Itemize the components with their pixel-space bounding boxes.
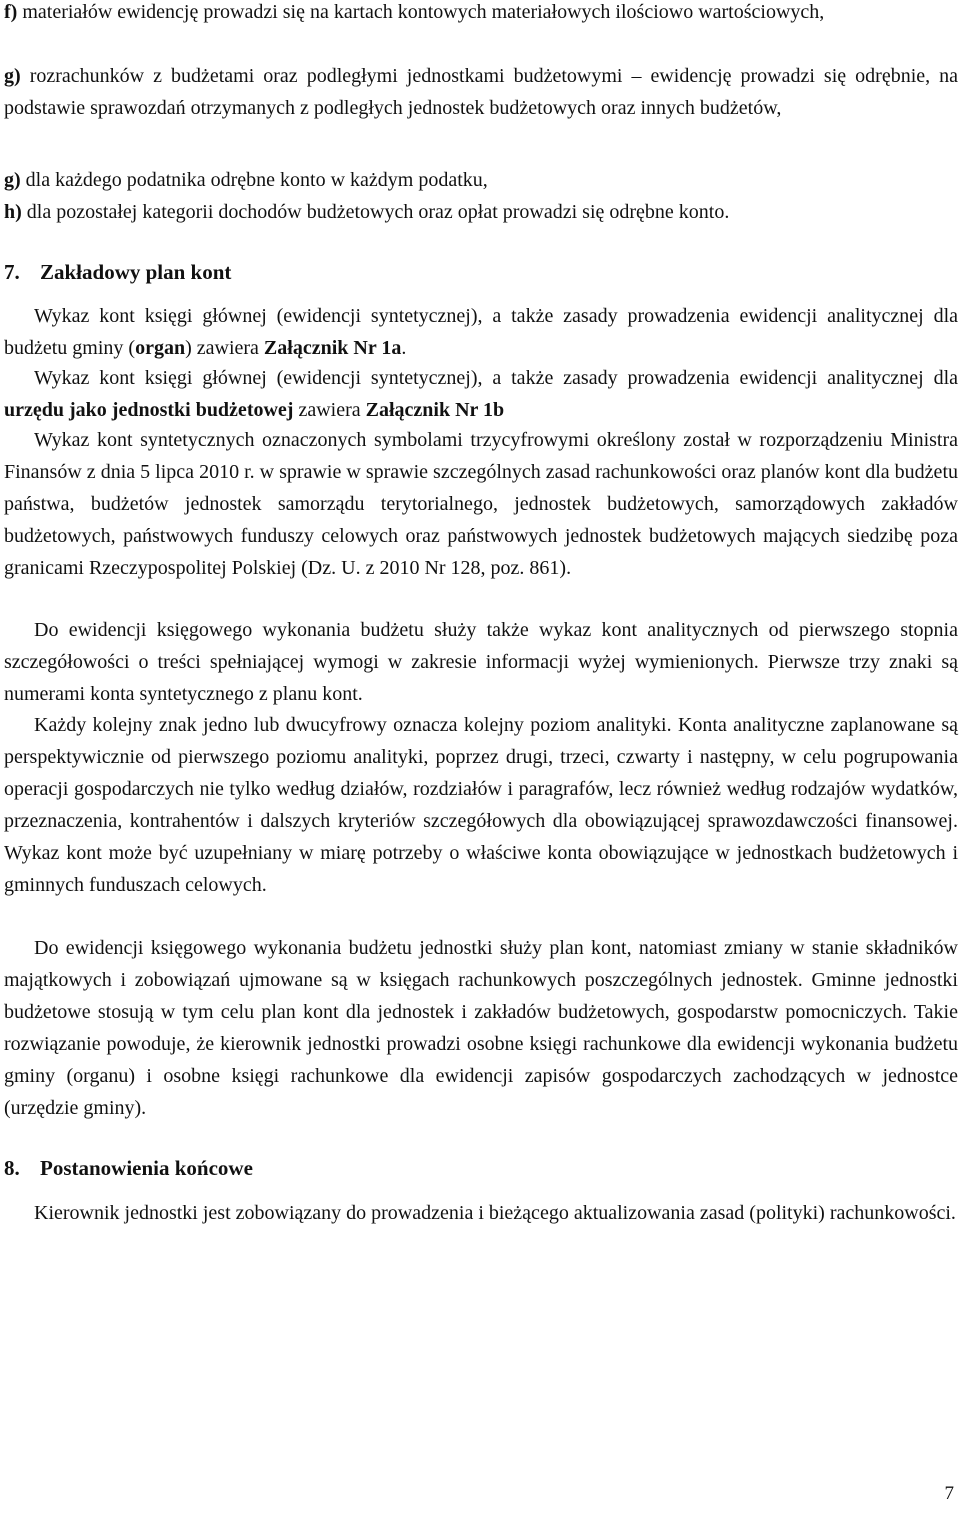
list-item-text: materiałów ewidencję prowadzi się na kartach kontowych materiałowych ilościowo wartościowych, — [22, 1, 825, 23]
section-title: Zakładowy plan kont — [40, 260, 232, 284]
paragraph-text: Wykaz kont księgi głównej (ewidencji syntetycznej), a także zasady prowadzenia ewidencji analitycznej dla — [34, 367, 958, 389]
section-7-paragraph-6: Do ewidencji księgowego wykonania budżetu jednostki służy plan kont, natomiast zmiany w stanie składników majątkowych i zobowiązań ujmowane są w księgach rachunkowych poszczególnych jednostek. Gminne jednostki budżetowe stosują w tym celu plan kont dla jednostek i zakładów budżetowych, gospodarstw pomocniczych. Takie rozwiązanie powoduje, że kierownik jednostki prowadzi osobne księgi rachunkowe dla ewidencji wykonania budżetu gminy (organu) i osobne księgi rachunkowe dla ewidencji zapisów gospodarczych zachodzących w jednostce (urzędzie gminy). — [4, 937, 958, 1119]
unit-term: urzędu jako jednostki budżetowej — [4, 399, 294, 421]
section-number: 7. — [4, 260, 20, 284]
list-item-label: f) — [4, 1, 18, 23]
section-7-heading — [4, 256, 231, 288]
attachment-reference: Załącznik Nr 1b — [365, 399, 505, 421]
paragraph-text: zawiera — [293, 399, 366, 421]
list-item-label: g) — [4, 65, 21, 87]
organ-term: organ — [135, 337, 186, 359]
section-7-paragraph-3: Wykaz kont syntetycznych oznaczonych symbolami trzycyfrowymi określony został w rozporządzeniu Ministra Finansów z dnia 5 lipca 2010 r. w sprawie w sprawie szczególnych zasad rachunkowości oraz planów kont dla budżetu państwa, budżetów jednostek samorządu terytorialnego, jednostek budżetowych, samorządowych zakładów budżetowych, państwowych funduszy celowych oraz państwowych jednostek budżetowych mających siedzibę poza granicami Rzeczypospolitej Polskiej (Dz. U. z 2010 Nr 128, poz. 861). — [4, 429, 958, 579]
section-7-paragraph-5: Każdy kolejny znak jedno lub dwucyfrowy oznacza kolejny poziom analityki. Konta analityczne zaplanowane są perspektywicznie od pierwszego poziomu analityki, poprzez drugi, trzeci, czwarty i następny, w celu pogrupowania operacji gospodarczych nie tylko według działów, rozdziałów i paragrafów, lecz również według rodzajów wydatków, przeznaczenia, kontrahentów i dalszych kryteriów szczegółowych dla obowiązującej sprawozdawczości finansowej. Wykaz kont może być uzupełniany w miarę potrzeby o właściwe konta obowiązujące w jednostkach budżetowych i gminnych funduszach celowych. — [4, 714, 958, 896]
section-7-paragraph-2 — [4, 362, 958, 426]
section-8-heading — [4, 1152, 253, 1184]
list-item-text: dla pozostałej kategorii dochodów budżetowych oraz opłat prowadzi się odrębne konto. — [26, 201, 730, 223]
list-item-text: dla każdego podatnika odrębne konto w każdym podatku, — [25, 169, 488, 191]
section-title: Postanowienia końcowe — [40, 1156, 253, 1180]
list-item-label: g) — [4, 169, 21, 191]
list-item-text: rozrachunków z budżetami oraz podległymi jednostkami budżetowymi – ewidencję prowadzi się odrębnie, na podstawie sprawozdań otrzymanych z podległych jednostek budżetowych oraz innych budżetów, — [4, 65, 959, 119]
list-item-f — [4, 0, 958, 28]
list-item-label: h) — [4, 201, 22, 223]
section-8-paragraph-1: Kierownik jednostki jest zobowiązany do prowadzenia i bieżącego aktualizowania zasad (polityki) rachunkowości. — [34, 1202, 956, 1224]
list-item-g-budgets — [4, 60, 958, 124]
paragraph-text: ) zawiera — [185, 337, 264, 359]
paragraph-text: . — [401, 337, 407, 359]
section-number: 8. — [4, 1156, 20, 1180]
paragraph-text: Wykaz kont księgi głównej (ewidencji syntetycznej), a także zasady prowadzenia ewidencji analitycznej dla budżetu gminy ( — [4, 305, 958, 359]
page-number: 7 — [944, 1483, 954, 1504]
section-7-paragraph-1 — [4, 300, 958, 364]
section-7-paragraph-4: Do ewidencji księgowego wykonania budżetu służy także wykaz kont analitycznych od pierwszego stopnia szczegółowości o treści spełniającej wymogi w zakresie informacji wyżej wymienionych. Pierwsze trzy znaki są numerami konta syntetycznego z planu kont. — [4, 619, 958, 705]
attachment-reference: Załącznik Nr 1a — [263, 337, 402, 359]
list-item-h — [4, 196, 958, 228]
list-item-g-taxpayer — [4, 164, 958, 196]
